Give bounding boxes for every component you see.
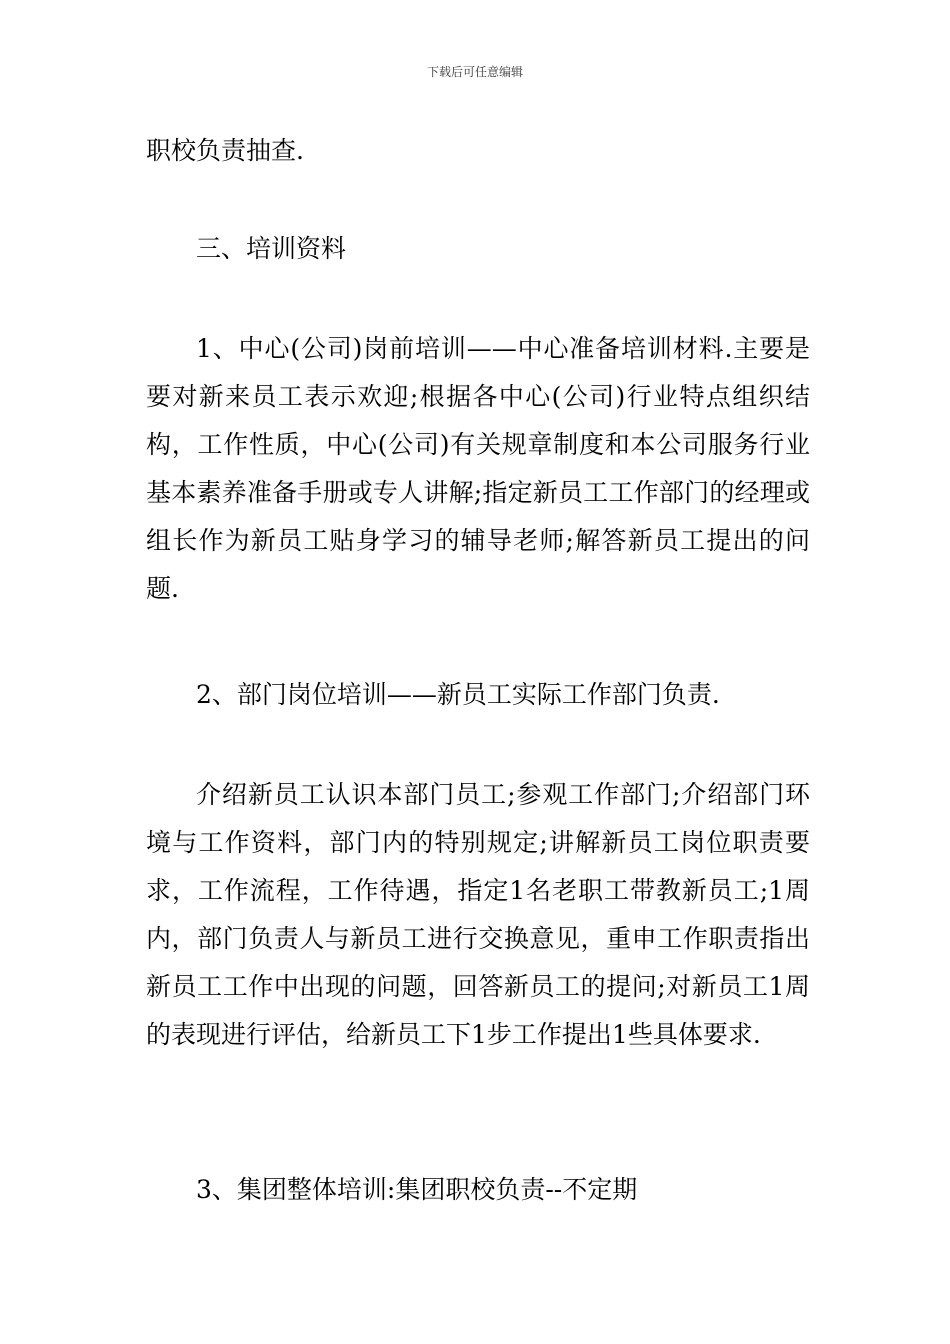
section-heading [146,225,810,273]
paragraph-item-1 [146,325,810,613]
paragraph-text: 职校负责抽查. [146,136,304,165]
paragraph-text: 2、部门岗位培训——新员工实际工作部门负责. [196,680,720,709]
paragraph-item-2 [146,671,810,719]
page-header: 下载后可任意编辑 [426,65,523,79]
paragraph-text: 介绍新员工认识本部门员工;参观工作部门;介绍部门环境与工作资料，部门内的特别规定;讲解新员工岗位职责要求，工作流程，工作待遇，指定1名老职工带教新员工;1周内，部门负责人与新员工进行交换意见，重申工作职责指出新员工工作中出现的问题，回答新员工的提问;对新员工1周的表现进行评估，给新员工下1步工作提出1些具体要求. [146,780,810,1049]
paragraph-continuation [146,127,810,175]
section-heading-text: 三、培训资料 [196,234,347,263]
paragraph-text: 3、集团整体培训:集团职校负责--不定期 [196,1175,638,1204]
paragraph-item-2-detail [146,771,810,1059]
paragraph-item-3 [146,1166,810,1214]
paragraph-text: 1、中心(公司)岗前培训——中心准备培训材料.主要是要对新来员工表示欢迎;根据各中心(公司)行业特点组织结构，工作性质，中心(公司)有关规章制度和本公司服务行业基本素养准备手册或专人讲解;指定新员工工作部门的经理或组长作为新员工贴身学习的辅导老师;解答新员工提出的问题. [146,334,810,603]
